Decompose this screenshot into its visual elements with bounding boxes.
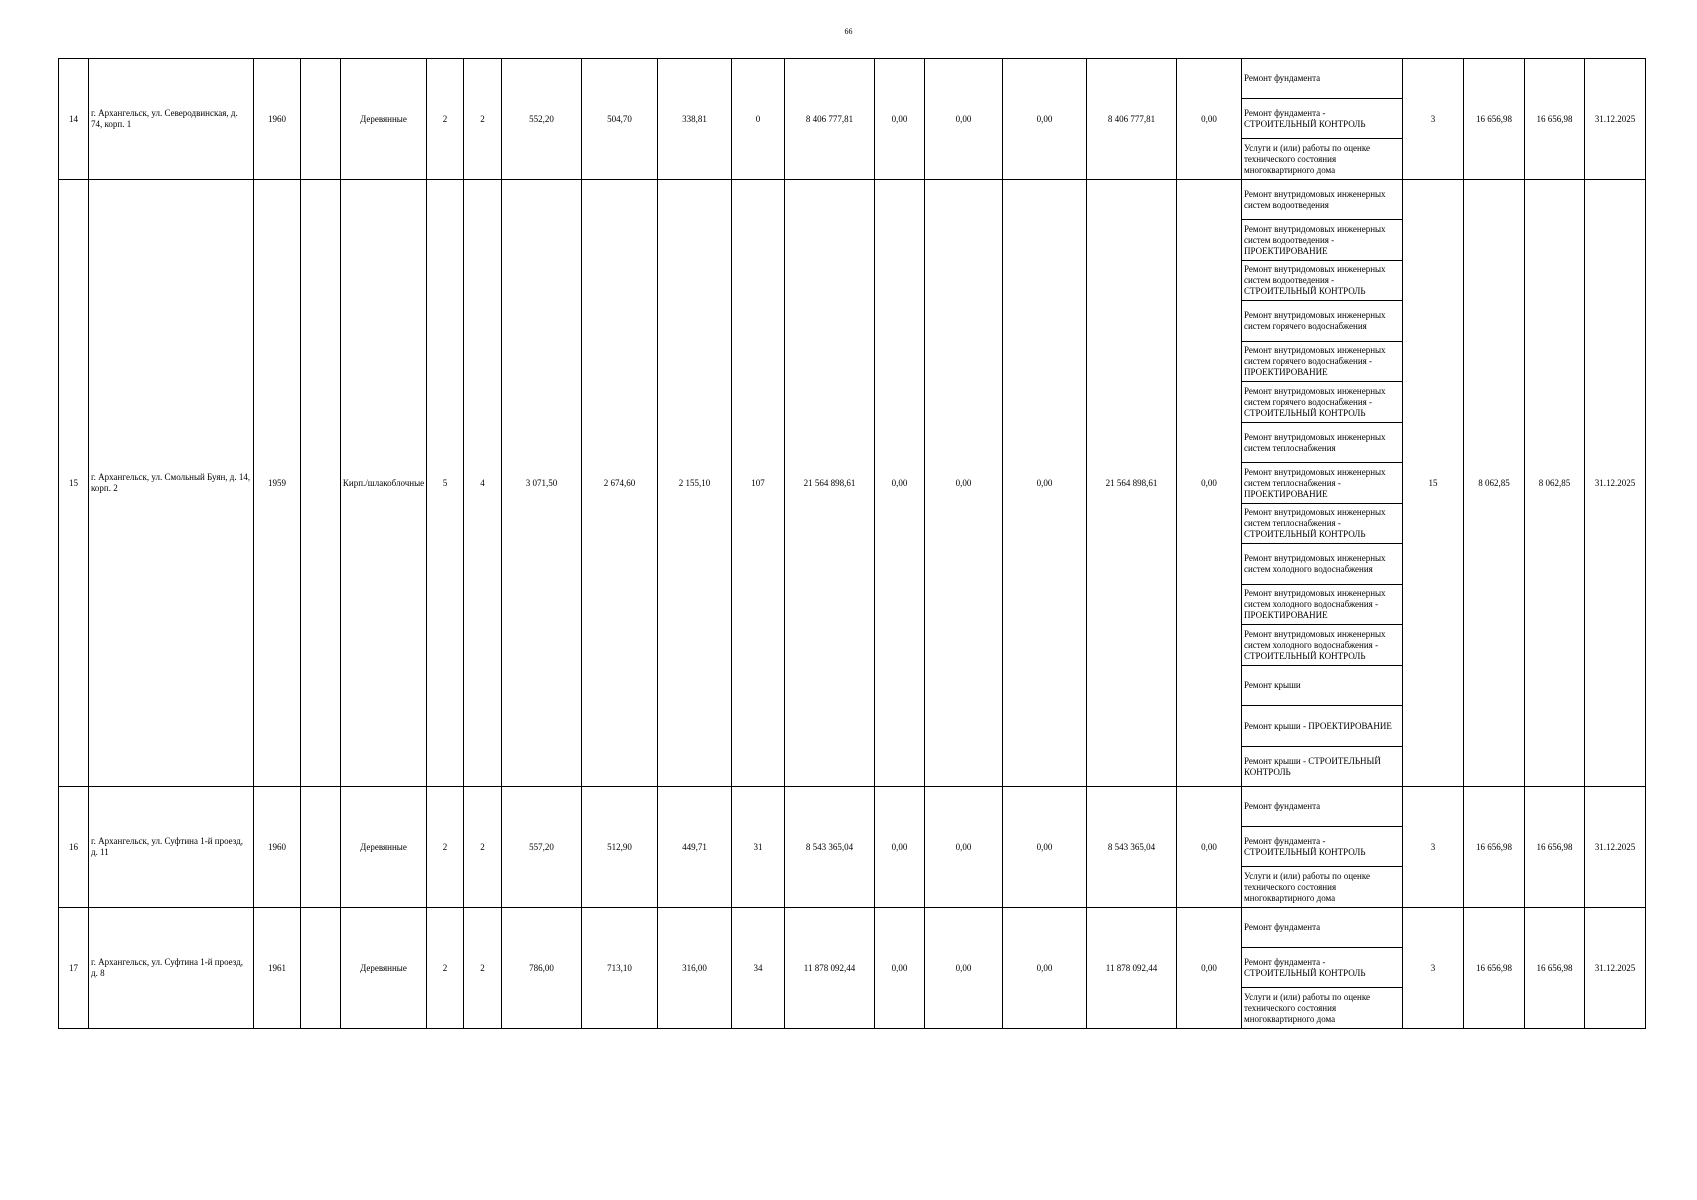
table-row [59, 59, 1646, 99]
year-built-cell: 1960 [254, 59, 301, 180]
work-type-label: Ремонт фундамента - СТРОИТЕЛЬНЫЙ КОНТРОЛЬ [1244, 956, 1366, 978]
work-type-cell [1242, 908, 1403, 948]
work-type-cell [1242, 787, 1403, 827]
work-type-label: Ремонт внутридомовых инженерных систем водоотведения - ПРОЕКТИРОВАНИЕ [1244, 223, 1386, 256]
total-area-cell: 552,20 [502, 59, 582, 180]
work-type-cell [1242, 827, 1403, 867]
floors-cell: 2 [427, 59, 464, 180]
year-built-cell: 1960 [254, 787, 301, 908]
residential-area-cell: 338,81 [658, 59, 732, 180]
unit-cost-max-cell: 16 656,98 [1525, 59, 1585, 180]
floors-cell: 5 [427, 180, 464, 787]
row-number: 14 [59, 59, 89, 180]
deadline-cell: 31.12.2025 [1585, 59, 1646, 180]
work-type-cell [1242, 139, 1403, 180]
cost-total-cell: 11 878 092,44 [785, 908, 875, 1029]
table-row [59, 908, 1646, 948]
fund-other-cell: 0,00 [1177, 59, 1242, 180]
work-type-label: Ремонт внутридомовых инженерных систем холодного водоснабжения - ПРОЕКТИРОВАНИЕ [1244, 588, 1386, 620]
work-type-label: Услуги и (или) работы по оценке технического состояния многоквартирного дома [1244, 991, 1370, 1024]
unit-cost-cell: 16 656,98 [1464, 908, 1525, 1029]
table-row [59, 787, 1646, 827]
address-cell: г. Архангельск, ул. Суфтина 1-й проезд, д. 11 [89, 787, 254, 908]
address-cell: г. Архангельск, ул. Смольный Буян, д. 14, корп. 2 [89, 180, 254, 787]
work-type-label: Ремонт внутридомовых инженерных систем горячего водоснабжения - ПРОЕКТИРОВАНИЕ [1244, 345, 1386, 377]
page-number: 66 [844, 27, 853, 36]
total-area-cell: 557,20 [502, 787, 582, 908]
work-type-cell [1242, 867, 1403, 908]
entrances-cell: 2 [464, 59, 502, 180]
address-cell: г. Архангельск, ул. Северодвинская, д. 74, корп. 1 [89, 59, 254, 180]
deadline-cell: 31.12.2025 [1585, 908, 1646, 1029]
fund-other-cell: 0,00 [1177, 180, 1242, 787]
work-type-label: Ремонт внутридомовых инженерных систем холодного водоснабжения [1244, 553, 1386, 574]
entrances-cell: 4 [464, 180, 502, 787]
work-type-label: Ремонт крыши - СТРОИТЕЛЬНЫЙ КОНТРОЛЬ [1244, 755, 1381, 777]
fund-owners-cell: 8 406 777,81 [1087, 59, 1177, 180]
wall-material-cell: Деревянные [341, 787, 427, 908]
work-type-cell [1242, 585, 1403, 625]
fund-other-cell: 0,00 [1177, 787, 1242, 908]
row-number: 15 [59, 180, 89, 787]
work-type-label: Услуги и (или) работы по оценке технического состояния многоквартирного дома [1244, 870, 1370, 903]
work-type-cell [1242, 544, 1403, 585]
work-type-cell [1242, 988, 1403, 1029]
fund-regional-cell: 0,00 [925, 180, 1003, 787]
unit-cost-max-cell: 16 656,98 [1525, 787, 1585, 908]
residential-area-cell: 316,00 [658, 908, 732, 1029]
cost-total-cell: 21 564 898,61 [785, 180, 875, 787]
year-built-cell: 1961 [254, 908, 301, 1029]
deadline-cell: 31.12.2025 [1585, 180, 1646, 787]
unit-cost-cell: 16 656,98 [1464, 59, 1525, 180]
total-area-cell: 786,00 [502, 908, 582, 1029]
work-count-cell: 3 [1403, 59, 1464, 180]
fund-federal-cell: 0,00 [875, 180, 925, 787]
work-type-label: Ремонт внутридомовых инженерных систем теплоснабжения - СТРОИТЕЛЬНЫЙ КОНТРОЛЬ [1244, 507, 1386, 539]
living-area-cell: 512,90 [582, 787, 658, 908]
work-type-label: Ремонт фундамента - СТРОИТЕЛЬНЫЙ КОНТРОЛЬ [1244, 107, 1366, 129]
residents-cell: 107 [732, 180, 785, 787]
unit-cost-max-cell: 16 656,98 [1525, 908, 1585, 1029]
work-type-cell [1242, 423, 1403, 463]
work-count-cell: 3 [1403, 908, 1464, 1029]
work-type-cell [1242, 220, 1403, 261]
year-reconstruction-cell [301, 908, 341, 1029]
fund-local-cell: 0,00 [1003, 59, 1087, 180]
work-type-label: Ремонт внутридомовых инженерных систем водоотведения - СТРОИТЕЛЬНЫЙ КОНТРОЛЬ [1244, 264, 1386, 296]
row-number: 17 [59, 908, 89, 1029]
work-type-label: Ремонт внутридомовых инженерных систем горячего водоснабжения - СТРОИТЕЛЬНЫЙ КОНТРОЛЬ [1244, 385, 1386, 418]
residents-cell: 0 [732, 59, 785, 180]
address-cell: г. Архангельск, ул. Суфтина 1-й проезд, д. 8 [89, 908, 254, 1029]
work-count-cell: 15 [1403, 180, 1464, 787]
fund-local-cell: 0,00 [1003, 908, 1087, 1029]
fund-local-cell: 0,00 [1003, 180, 1087, 787]
work-type-label: Ремонт крыши [1244, 680, 1301, 690]
year-built-cell: 1959 [254, 180, 301, 787]
residential-area-cell: 449,71 [658, 787, 732, 908]
work-type-label: Ремонт внутридомовых инженерных систем горячего водоснабжения [1244, 310, 1386, 331]
work-type-cell [1242, 666, 1403, 706]
work-type-label: Услуги и (или) работы по оценке технического состояния многоквартирного дома [1244, 142, 1370, 175]
fund-regional-cell: 0,00 [925, 787, 1003, 908]
work-type-label: Ремонт внутридомовых инженерных систем теплоснабжения - ПРОЕКТИРОВАНИЕ [1244, 466, 1386, 499]
living-area-cell: 504,70 [582, 59, 658, 180]
cost-total-cell: 8 543 365,04 [785, 787, 875, 908]
work-type-label: Ремонт крыши - ПРОЕКТИРОВАНИЕ [1244, 720, 1392, 731]
work-type-cell [1242, 706, 1403, 747]
row-number: 16 [59, 787, 89, 908]
fund-other-cell: 0,00 [1177, 908, 1242, 1029]
fund-regional-cell: 0,00 [925, 59, 1003, 180]
deadline-cell: 31.12.2025 [1585, 787, 1646, 908]
work-type-cell [1242, 261, 1403, 301]
fund-owners-cell: 21 564 898,61 [1087, 180, 1177, 787]
entrances-cell: 2 [464, 787, 502, 908]
floors-cell: 2 [427, 787, 464, 908]
work-type-label: Ремонт фундамента [1244, 73, 1321, 83]
work-type-cell [1242, 504, 1403, 544]
residents-cell: 31 [732, 787, 785, 908]
work-type-cell [1242, 948, 1403, 988]
unit-cost-cell: 16 656,98 [1464, 787, 1525, 908]
year-reconstruction-cell [301, 787, 341, 908]
fund-federal-cell: 0,00 [875, 59, 925, 180]
work-type-cell [1242, 301, 1403, 342]
living-area-cell: 713,10 [582, 908, 658, 1029]
work-type-label: Ремонт внутридомовых инженерных систем водоотведения [1244, 188, 1386, 210]
work-type-cell [1242, 382, 1403, 423]
wall-material-cell: Деревянные [341, 908, 427, 1029]
fund-local-cell: 0,00 [1003, 787, 1087, 908]
wall-material-cell: Кирп./шлакоблочные [341, 180, 427, 787]
fund-owners-cell: 11 878 092,44 [1087, 908, 1177, 1029]
table-row [59, 180, 1646, 220]
work-type-label: Ремонт внутридомовых инженерных систем теплоснабжения [1244, 431, 1386, 453]
work-type-cell [1242, 180, 1403, 220]
residential-area-cell: 2 155,10 [658, 180, 732, 787]
unit-cost-cell: 8 062,85 [1464, 180, 1525, 787]
work-count-cell: 3 [1403, 787, 1464, 908]
work-type-label: Ремонт фундамента [1244, 801, 1321, 811]
work-type-label: Ремонт фундамента [1244, 922, 1321, 932]
residents-cell: 34 [732, 908, 785, 1029]
work-type-cell [1242, 59, 1403, 99]
work-type-cell [1242, 625, 1403, 666]
work-type-cell [1242, 342, 1403, 382]
work-type-cell [1242, 99, 1403, 139]
fund-federal-cell: 0,00 [875, 908, 925, 1029]
floors-cell: 2 [427, 908, 464, 1029]
fund-federal-cell: 0,00 [875, 787, 925, 908]
fund-regional-cell: 0,00 [925, 908, 1003, 1029]
unit-cost-max-cell: 8 062,85 [1525, 180, 1585, 787]
year-reconstruction-cell [301, 59, 341, 180]
work-type-label: Ремонт внутридомовых инженерных систем холодного водоснабжения - СТРОИТЕЛЬНЫЙ КОНТРОЛЬ [1244, 628, 1386, 661]
wall-material-cell: Деревянные [341, 59, 427, 180]
total-area-cell: 3 071,50 [502, 180, 582, 787]
entrances-cell: 2 [464, 908, 502, 1029]
living-area-cell: 2 674,60 [582, 180, 658, 787]
repair-program-table [58, 58, 1646, 1029]
fund-owners-cell: 8 543 365,04 [1087, 787, 1177, 908]
work-type-label: Ремонт фундамента - СТРОИТЕЛЬНЫЙ КОНТРОЛЬ [1244, 835, 1366, 857]
year-reconstruction-cell [301, 180, 341, 787]
cost-total-cell: 8 406 777,81 [785, 59, 875, 180]
work-type-cell [1242, 747, 1403, 787]
work-type-cell [1242, 463, 1403, 504]
